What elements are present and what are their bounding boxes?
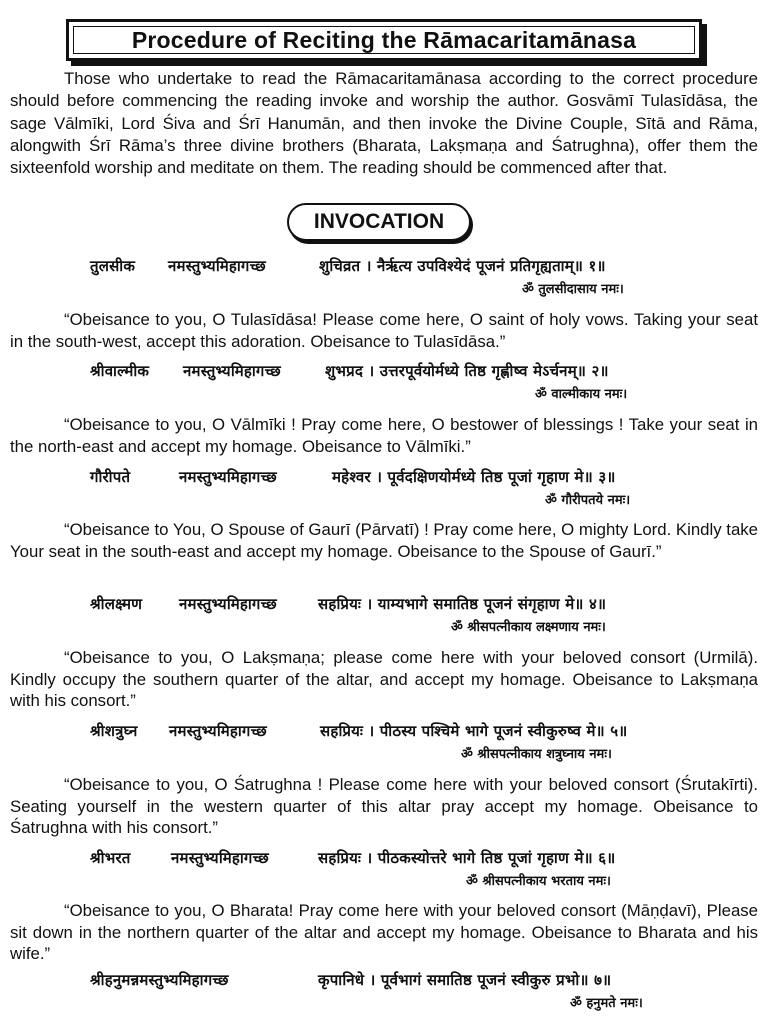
verse-salutation: ॐ हनुमते नमः। xyxy=(570,996,643,1011)
verse-salutation: ॐ वाल्मीकाय नमः। xyxy=(535,387,628,402)
translation-4 xyxy=(10,647,758,712)
verse-text: सहप्रियः । पीठस्य पश्चिमे भागे पूजनं स्वीकुरुष्व मे॥ ५॥ xyxy=(320,722,628,740)
verse-text: महेश्वर । पूर्वदक्षिणयोर्मध्ये तिष्ठ पूजां गृहाण मे॥ ३॥ xyxy=(332,468,616,486)
verse-word-1: श्रीहनुमन्नमस्तुभ्यमिहागच्छ xyxy=(90,971,229,989)
verse-word-1: श्रीलक्ष्मण xyxy=(90,595,143,613)
verse-text: सहप्रियः । पीठकस्योत्तरे भागे तिष्ठ पूजां गृहाण मे॥ ६॥ xyxy=(318,849,616,867)
translation-text: “Obeisance to you, O Tulasīdāsa! Please come here, O saint of holy vows. Taking your seat in the south-west, accept this adoration. Obeisance to Tulasīdāsa.” xyxy=(10,310,758,351)
translation-text: “Obeisance to you, O Bharata! Pray come here with your beloved consort (Māṇḍavī), Please sit down in the northern quarter of the altar and accept my homage. Obeisance to Bharata and his wife.” xyxy=(10,901,758,963)
verse-text: शुभप्रद । उत्तरपूर्वयोर्मध्ये तिष्ठ गृह्णीष्व मेऽर्चनम्॥ २॥ xyxy=(325,362,609,380)
translation-text: “Obeisance to you, O Śatrughna ! Please come here with your beloved consort (Śrutakīrti). Seating yourself in the western quarter of this altar pray accept my homage. Obeisance to Śatrughna with his consort.” xyxy=(10,775,758,837)
translation-2 xyxy=(10,414,758,457)
translation-text: “Obeisance to you, O Vālmīki ! Pray come here, O bestower of blessings ! Take your seat in the north-east and accept my homage. Obeisance to Vālmīki.” xyxy=(10,415,758,456)
invocation-heading: INVOCATION xyxy=(287,203,471,241)
verse-word-2: नमस्तुभ्यमिहागच्छ xyxy=(168,257,266,275)
verse-word-2: नमस्तुभ्यमिहागच्छ xyxy=(179,468,277,486)
translation-text: “Obeisance to You, O Spouse of Gaurī (Pārvatī) ! Pray come here, O mighty Lord. Kindly take Your seat in the south-east and accept my homage. Obeisance to the Spouse of Gaurī.” xyxy=(10,520,758,561)
verse-salutation: ॐ श्रीसपत्नीकाय लक्ष्मणाय नमः। xyxy=(451,620,606,635)
verse-word-2: नमस्तुभ्यमिहागच्छ xyxy=(179,595,277,613)
verse-word-1: श्रीशत्रुघ्न xyxy=(90,722,138,740)
translation-5 xyxy=(10,774,758,839)
verse-text: सहप्रियः । याम्यभागे समातिष्ठ पूजनं संगृहाण मे॥ ४॥ xyxy=(318,595,607,613)
verse-salutation: ॐ श्रीसपत्नीकाय भरताय नमः। xyxy=(466,874,611,889)
intro-text: Those who undertake to read the Rāmacaritamānasa according to the correct procedure should before commencing the reading invoke and worship the author. Gosvāmī Tulasīdāsa, the sage Vālmīki, Lord Śiva and Śrī Hanumān, and then invoke the Divine Couple, Sītā and Rāma, alongwith Śrī Rāma’s three divine brothers (Bharata, Lakṣmaṇa and Śatrughna), offer them the sixteenfold worship and meditate on them. The reading should be commenced after that. xyxy=(10,69,758,178)
translation-1 xyxy=(10,309,758,352)
verse-1 xyxy=(0,256,768,308)
translation-text: “Obeisance to you, O Lakṣmaṇa; please come here with your beloved consort (Urmilā). Kindly occupy the southern quarter of the altar, and accept my homage. Obeisance to Lakṣmaṇa with his consort.” xyxy=(10,648,758,710)
verse-word-1: गौरीपते xyxy=(90,468,131,486)
verse-word-1: तुलसीक xyxy=(90,257,136,275)
verse-word-2: नमस्तुभ्यमिहागच्छ xyxy=(171,849,269,867)
verse-word-1: श्रीभरत xyxy=(90,849,131,867)
verse-salutation: ॐ गौरीपतये नमः। xyxy=(545,493,631,508)
intro-paragraph xyxy=(10,68,758,179)
verse-salutation: ॐ श्रीसपत्नीकाय शत्रुघ्नाय नमः। xyxy=(461,747,612,762)
verse-2 xyxy=(0,361,768,413)
verse-3 xyxy=(0,467,768,519)
verse-word-2: नमस्तुभ्यमिहागच्छ xyxy=(183,362,281,380)
verse-text: शुचिव्रत । नैर्ऋत्य उपविश्येदं पूजनं प्रतिगृह्यताम्॥ १॥ xyxy=(319,257,606,275)
translation-3 xyxy=(10,519,758,562)
verse-word-2: नमस्तुभ्यमिहागच्छ xyxy=(169,722,267,740)
verse-text: कृपानिधे । पूर्वभागं समातिष्ठ पूजनं स्वीकुरु प्रभो॥ ७॥ xyxy=(318,971,612,989)
verse-5 xyxy=(0,721,768,773)
translation-6 xyxy=(10,900,758,965)
verse-word-1: श्रीवाल्मीक xyxy=(90,362,150,380)
verse-salutation: ॐ तुलसीदासाय नमः। xyxy=(522,282,624,297)
verse-7 xyxy=(0,970,768,1022)
verse-6 xyxy=(0,848,768,900)
page-title: Procedure of Reciting the Rāmacaritamānasa xyxy=(73,26,695,54)
verse-4 xyxy=(0,594,768,646)
title-box xyxy=(66,19,702,61)
